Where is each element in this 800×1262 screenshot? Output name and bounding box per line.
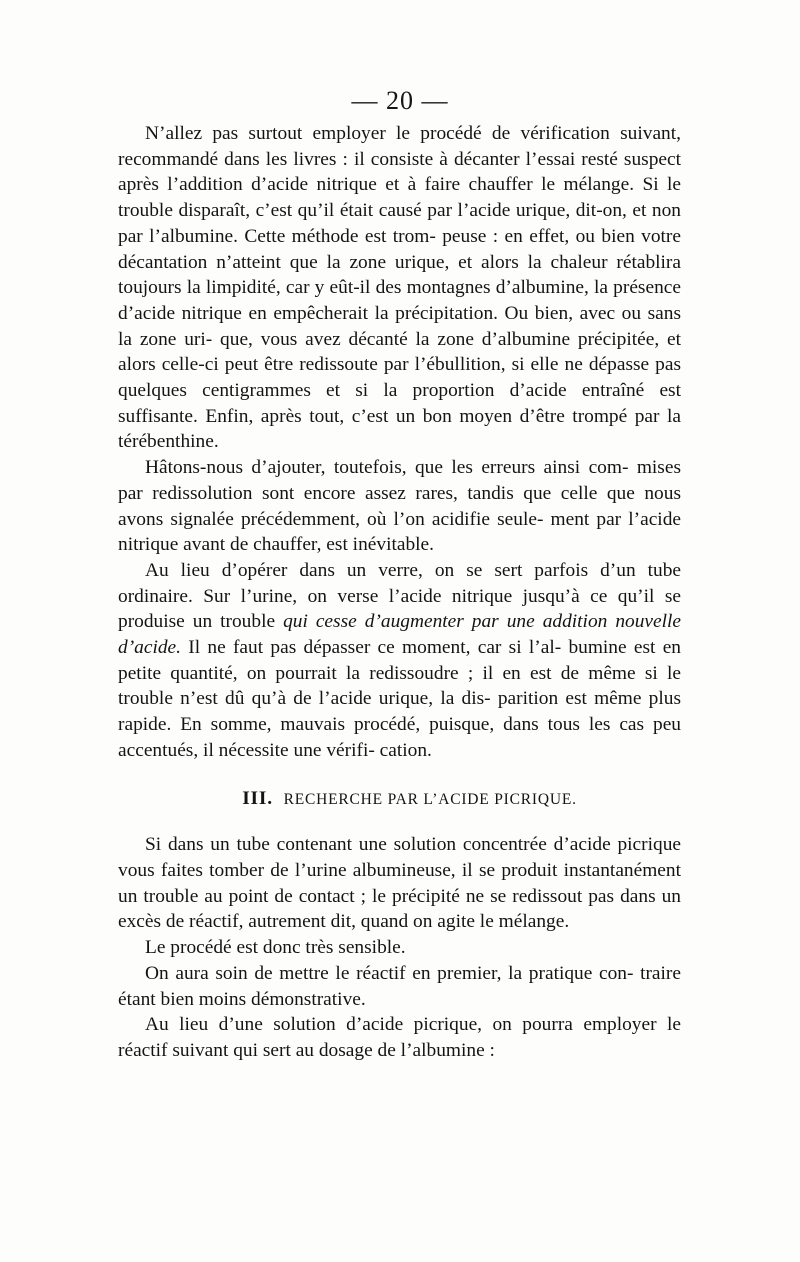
body-text xyxy=(118,121,681,1064)
paragraph-alternative-reagent: Au lieu d’une solution d’acide picrique, on pourra employer le réactif suivant qui sert au dosage de l’albumine : xyxy=(118,1014,681,1061)
paragraph-sensitivity: Le procédé est donc très sensible. xyxy=(145,937,406,959)
paragraph-redissolution-errors: Hâtons-nous d’ajouter, toutefois, que les erreurs ainsi com- mises par redissolution sont encore assez rares, tandis que celle que nous avons signalée précédemment, où l’on acidifie seule- ment par l’acide nitrique avant de chauffer, est inévitable. xyxy=(118,457,681,556)
section-numeral: III. xyxy=(242,787,273,809)
tube-method-emphasis: qui cesse d’augmenter par une addition nouvelle d’acide. xyxy=(118,611,681,659)
tube-method-text-end: Il ne faut pas dépasser ce moment, car si l’al- bumine est en petite quantité, on pourrait la redissoudre ; il en est de même si le trouble n’est dû qu’à de l’acide urique, la dis- parition est même plus rapide. En somme, mauvais procédé, puisque, dans tous les cas peu accentués, il nécessite une vérifi- cation. xyxy=(118,637,681,761)
paragraph-reagent-order: On aura soin de mettre le réactif en premier, la pratique con- traire étant bien moins démonstrative. xyxy=(118,962,681,1010)
paragraph-tube-method xyxy=(118,558,681,764)
section-heading xyxy=(118,786,681,813)
paragraph-verification-method: N’allez pas surtout employer le procédé de vérification suivant, recommandé dans les livres : il consiste à décanter l’essai resté suspect après l’addition d’acide nitrique et à faire chauffer le mélange. Si le trouble disparaît, c’est qu’il était causé par l’acide urique, dit-on, et non par l’albumine. Cette méthode est trom- peuse : en effet, ou bien votre décantation n’atteint que la zone urique, et alors la chaleur rétablira toujours la limpidité, car y eût-il des montagnes d’albumine, la présence d’acide nitrique en empêcherait la précipitation. Ou bien, avec ou sans la zone uri- que, vous avez décanté la zone d’albumine précipitée, et alors celle-ci peut être redissoute par l’ébullition, si elle ne dépasse pas quelques centigrammes et si la proportion d’acide entraîné est suffisante. Enfin, après tout, c’est un bon moyen d’être trompé par la térébenthine. xyxy=(118,123,681,453)
paragraph-picric-test: Si dans un tube contenant une solution concentrée d’acide picrique vous faites tomber de l’urine albumineuse, il se produit instantanément un trouble au point de contact ; le précipité ne se redissout pas dans un excès de réactif, autrement dit, quand on agite le mélange. xyxy=(118,834,681,933)
page-number: — 20 — xyxy=(351,86,449,115)
section-title: RECHERCHE PAR L’ACIDE PICRIQUE. xyxy=(283,790,577,808)
tube-method-text-start: Au lieu d’opérer dans un verre, on se sert parfois d’un tube ordinaire. Sur l’urine, on verse l’acide nitrique jusqu’à ce qu’il se produise un trouble xyxy=(118,559,681,633)
